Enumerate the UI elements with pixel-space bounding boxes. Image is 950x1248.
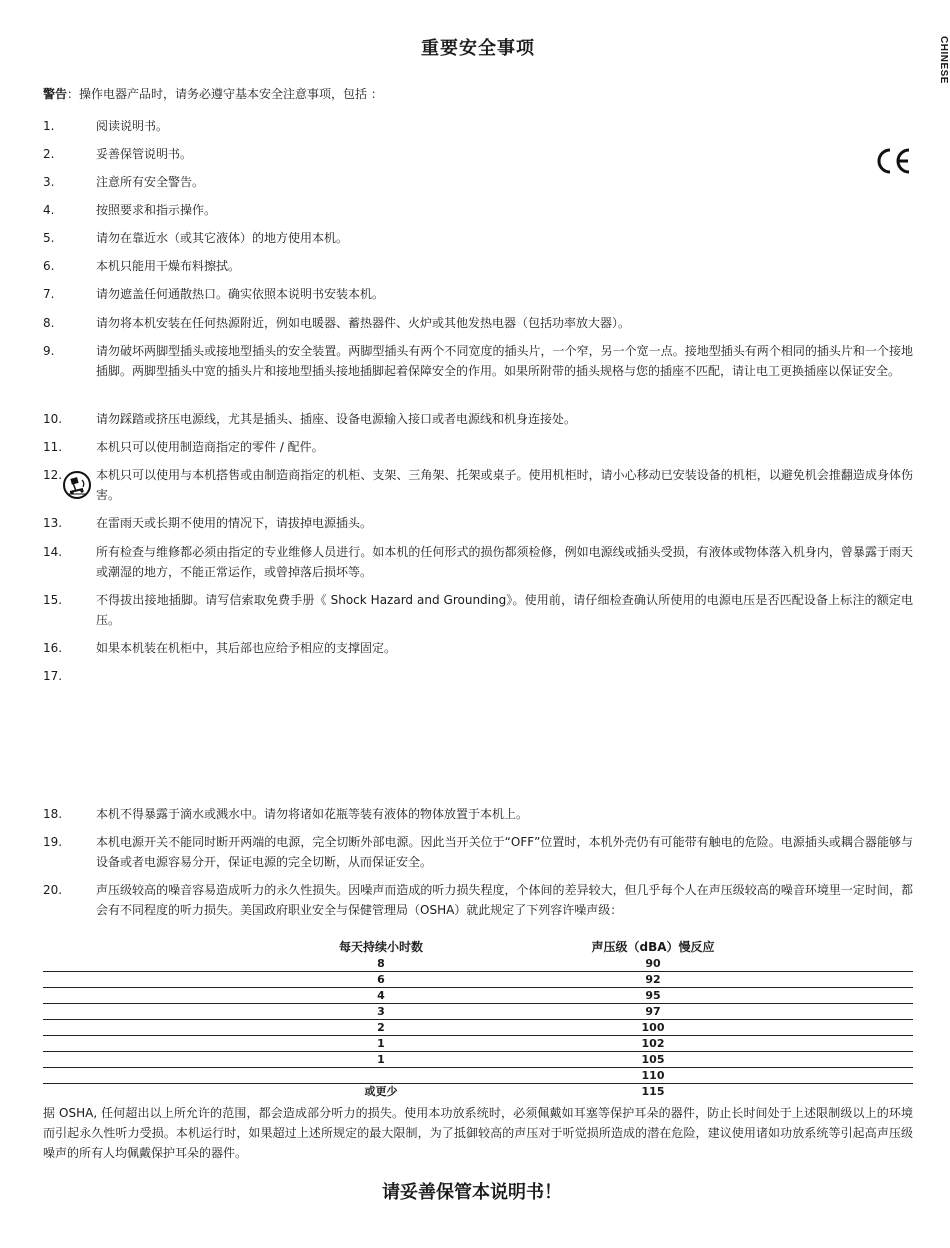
warning-label: 警告: [43, 87, 68, 101]
dba-cell: 115: [641, 1085, 665, 1098]
list-item: [43, 832, 913, 872]
item-number: 19.: [43, 835, 63, 849]
hours-cell: 2: [377, 1021, 385, 1034]
table-row: [43, 1004, 913, 1020]
dba-column-header: 声压级（dBA）慢反应: [591, 940, 715, 954]
item-number: 12.: [43, 468, 63, 482]
item-number: 8.: [43, 316, 55, 330]
table-row: [43, 1052, 913, 1068]
item-text: 本机只能用干燥布料擦拭。: [96, 259, 241, 273]
warning-statement: [43, 86, 383, 102]
osha-noise-table: [43, 938, 913, 1099]
list-item: [43, 341, 913, 381]
table-row: [43, 1084, 913, 1099]
table-row: [43, 1068, 913, 1084]
dba-cell: 100: [641, 1021, 665, 1034]
item-text: 声压级较高的噪音容易造成听力的永久性损失。因噪声而造成的听力损失程度，个体间的差异较大，但几乎每个人在声压级较高的噪音环境里一定时间，都会有不同程度的听力损失。美国政府职业安全与保健管理局（OSHA）就此规定了下列容许噪声级：: [96, 883, 913, 917]
hours-cell: 1: [377, 1053, 385, 1066]
dba-cell: 92: [645, 973, 661, 986]
hours-cell: 6: [377, 973, 385, 986]
item-number: 7.: [43, 287, 55, 301]
item-text: 按照要求和指示操作。: [96, 203, 217, 217]
item-text: 如果本机装在机柜中，其后部也应给予相应的支撑固定。: [96, 641, 397, 655]
hours-column-header: 每天持续小时数: [338, 940, 424, 954]
item-text: 不得拔出接地插脚。请写信索取免费手册《 Shock Hazard and Grounding》。使用前，请仔细检查确认所使用的电源电压是否匹配设备上标注的额定电压。: [96, 593, 913, 627]
dba-cell: 95: [645, 989, 661, 1002]
item-text: 本机只可以使用与本机搭售或由制造商指定的机柜、支架、三角架、托架或桌子。使用机柜时，请小心移动已安装设备的机柜，以避免机会推翻造成身体伤害。: [96, 468, 913, 502]
item-number: 13.: [43, 516, 63, 530]
list-item: [43, 409, 913, 429]
item-text: 妥善保管说明书。: [96, 147, 193, 161]
list-item: [43, 313, 913, 333]
list-item: [43, 116, 913, 136]
list-item: [43, 542, 913, 582]
item-text: 本机电源开关不能同时断开两端的电源，完全切断外部电源。因此当开关位于“OFF”位置时，本机外壳仍有可能带有触电的危险。电源插头或耦合器能够与设备或者电源容易分开，保证电源的完全切断，从而保证安全。: [96, 835, 913, 869]
item-text: 请勿将本机安装在任何热源附近，例如电暖器、蓄热器件、火炉或其他发热电器（包括功率放大器）。: [96, 316, 631, 330]
list-item: [43, 256, 913, 276]
item-text: 请勿在靠近水（或其它液体）的地方使用本机。: [96, 231, 349, 245]
item-text: 在雷雨天或长期不使用的情况下，请拔掉电源插头。: [96, 516, 373, 530]
list-item: [43, 200, 913, 220]
item-number: 6.: [43, 259, 55, 273]
item-number: 16.: [43, 641, 63, 655]
list-item: [43, 804, 913, 824]
item-number: 2.: [43, 147, 55, 161]
item-text: 所有检查与维修都必须由指定的专业维修人员进行。如本机的任何形式的损伤都须检修，例如电源线或插头受损，有液体或物体落入机身内，曾暴露于雨天或潮湿的地方，不能正常运作，或曾掉落后损坏等。: [96, 545, 913, 579]
item-text: 阅读说明书。: [96, 119, 169, 133]
dba-cell: 102: [641, 1037, 665, 1050]
table-row: [43, 1020, 913, 1036]
item-number: 10.: [43, 412, 63, 426]
item-text: 注意所有安全警告。: [96, 175, 205, 189]
language-tab-label: CHINESE: [938, 36, 949, 84]
hours-cell: 或更少: [364, 1085, 398, 1098]
list-item: [43, 228, 913, 248]
table-row: [43, 956, 913, 972]
item-number: 1.: [43, 119, 55, 133]
closing-statement: 请妥善保管本说明书！: [382, 1182, 562, 1203]
item-text: 本机不得暴露于滴水或溅水中。请勿将诸如花瓶等装有液体的物体放置于本机上。: [96, 807, 529, 821]
table-header: [43, 938, 913, 956]
list-item: [43, 880, 913, 920]
item-number: 3.: [43, 175, 55, 189]
item-number: 18.: [43, 807, 63, 821]
item-number: 14.: [43, 545, 63, 559]
item-number: 17.: [43, 669, 63, 683]
item-number: 5.: [43, 231, 55, 245]
list-item: [43, 513, 913, 533]
dba-cell: 105: [641, 1053, 665, 1066]
osha-note-paragraph: 据 OSHA, 任何超出以上所允许的范围，都会造成部分听力的损失。使用本功放系统时，必须佩戴如耳塞等保护耳朵的器件，防止长时间处于上述限制级以上的环境而引起永久性听力受损。本机运行时，如果超过上述所规定的最大限制，为了抵御较高的声压对于听觉损所造成的潜在危险，建议使用诸如功放系统等引起高声压级噪声的所有人均佩戴保护耳朵的器件。: [43, 1106, 913, 1160]
table-row: [43, 1036, 913, 1052]
table-row: [43, 972, 913, 988]
list-item: [43, 437, 913, 457]
list-item: [43, 638, 913, 658]
item-text: 请勿遮盖任何通散热口。确实依照本说明书安装本机。: [96, 287, 385, 301]
item-text: 本机只可以使用制造商指定的零件 / 配件。: [96, 440, 324, 454]
table-row: [43, 988, 913, 1004]
item-number: 20.: [43, 883, 63, 897]
hours-cell: 8: [377, 957, 385, 970]
page-title: 重要安全事项: [421, 38, 535, 59]
hours-cell: 4: [377, 989, 385, 1002]
hours-cell: 1: [377, 1037, 385, 1050]
dba-cell: 90: [645, 957, 661, 970]
item-number: 4.: [43, 203, 55, 217]
list-item: [43, 144, 913, 164]
warning-text: ：操作电器产品时，请务必遵守基本安全注意事项，包括 ：: [67, 87, 383, 101]
item-text: 请勿破坏两脚型插头或接地型插头的安全装置。两脚型插头有两个不同宽度的插头片，一个窄，另一个宽一点。接地型插头有两个相同的插头片和一个接地插脚。两脚型插头中宽的插头片和接地型插头接地插脚起着保障安全的作用。如果所附带的插头规格与您的插座不匹配，请让电工更换插座以保证安全。: [96, 344, 913, 378]
list-item: [43, 284, 913, 304]
item-number: 9.: [43, 344, 55, 358]
item-number: 15.: [43, 593, 63, 607]
list-item: [43, 172, 913, 192]
cart-tip-warning-icon: [62, 470, 92, 500]
item-number: 11.: [43, 440, 63, 454]
list-item: [43, 465, 913, 505]
list-item: [43, 590, 913, 630]
dba-cell: 97: [645, 1005, 661, 1018]
item-text: 请勿踩踏或挤压电源线，尤其是插头、插座、设备电源输入接口或者电源线和机身连接处。: [96, 412, 577, 426]
hours-cell: 3: [377, 1005, 385, 1018]
dba-cell: 110: [641, 1069, 665, 1082]
